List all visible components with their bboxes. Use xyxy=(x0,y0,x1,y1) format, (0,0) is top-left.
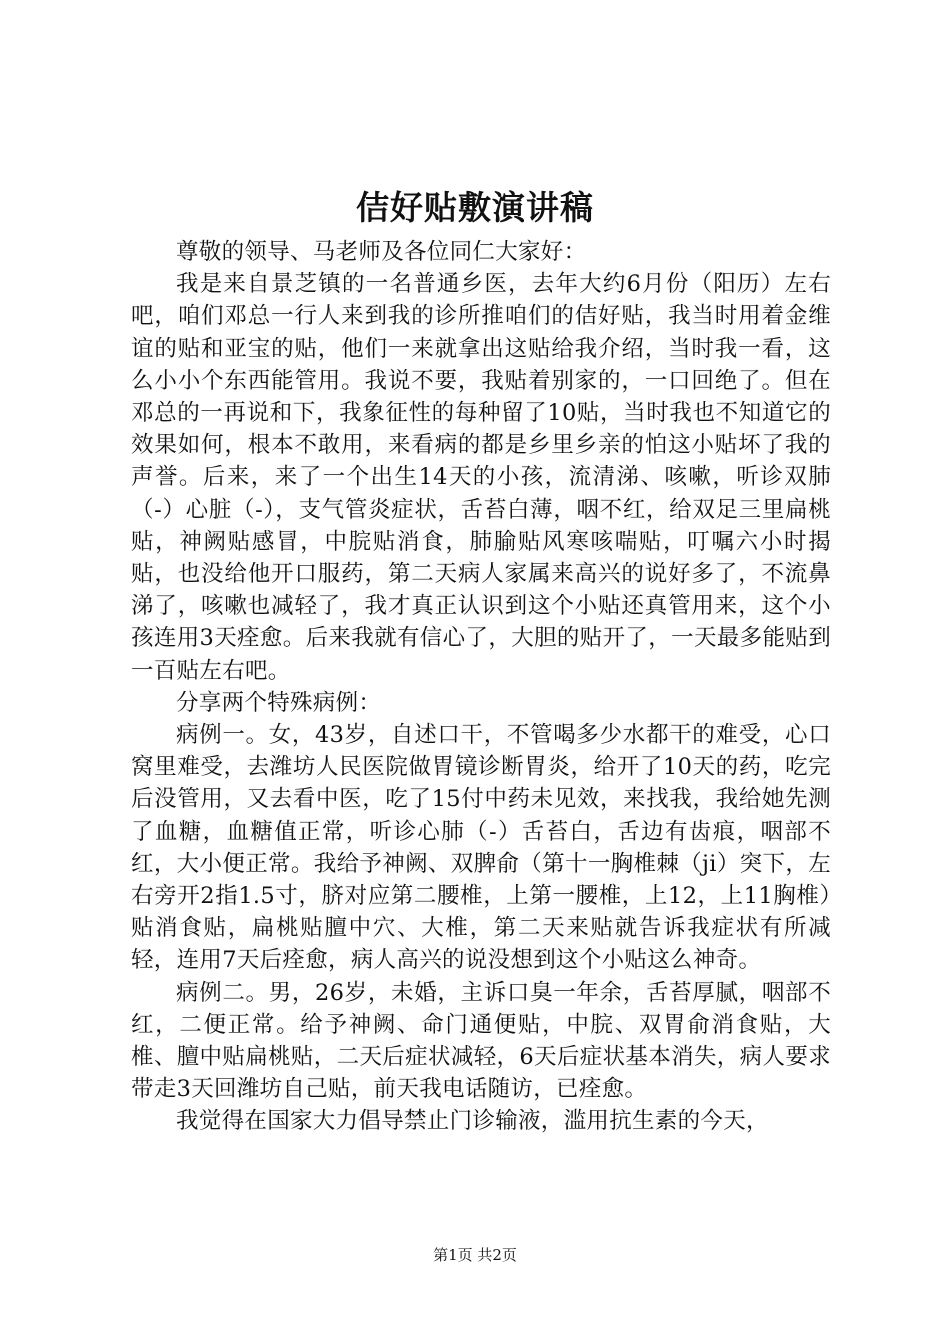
document-title: 佶好贴敷演讲稿 xyxy=(356,188,594,227)
paragraph-conclusion: 我觉得在国家大力倡导禁止门诊输液，滥用抗生素的今天， xyxy=(176,1108,769,1135)
paragraph-case-one: 病例一。女，43岁，自述口干，不管喝多少水都干的难受，心口窝里难受，去潍坊人民医院做胃镜诊断胃炎，给开了10天的药，吃完后没管用，又去看中医，吃了15付中药未见效，来找我，我给她先测了血糖，血糖值正常，听诊心肺（-）舌苔白，舌边有齿痕，咽部不红，大小便正常。我给予神阙、双脾俞（第十一胸椎棘（ji）突下，左右旁开2指1.5寸，脐对应第二腰椎，上第一腰椎，上12，上11胸椎）贴消食贴，扁桃贴膻中穴、大椎，第二天来贴就告诉我症状有所减轻，连用7天后痊愈，病人高兴的说没想到这个小贴这么神奇。 xyxy=(131,722,831,974)
page-footer: 第1页 共2页 xyxy=(433,1246,517,1264)
document-body xyxy=(131,236,831,1138)
paragraph-cases-heading: 分享两个特殊病例： xyxy=(176,689,382,716)
paragraph-case-two: 病例二。男，26岁，未婚，主诉口臭一年余，舌苔厚腻，咽部不红，二便正常。给予神阙、命门通便贴，中脘、双胃俞消食贴，大椎、膻中贴扁桃贴，二天后症状减轻，6天后症状基本消失，病人要求带走3天回潍坊自己贴，前天我电话随访，已痊愈。 xyxy=(131,979,831,1103)
paragraph-intro: 我是来自景芝镇的一名普通乡医，去年大约6月份（阳历）左右吧，咱们邓总一行人来到我的诊所推咱们的佶好贴，我当时用着金维谊的贴和亚宝的贴，他们一来就拿出这贴给我介绍，当时我一看，这么小小个东西能管用。我说不要，我贴着别家的，一口回绝了。但在邓总的一再说和下，我象征性的每种留了10贴，当时我也不知道它的效果如何，根本不敢用，来看病的都是乡里乡亲的怕这小贴坏了我的声誉。后来，来了一个出生14天的小孩，流清涕、咳嗽，听诊双肺（-）心脏（-），支气管炎症状，舌苔白薄，咽不红，给双足三里扁桃贴，神阙贴感冒，中脘贴消食，肺腧贴风寒咳喘贴，叮嘱六小时揭贴，也没给他开口服药，第二天病人家属来高兴的说好多了，不流鼻涕了，咳嗽也减轻了，我才真正认识到这个小贴还真管用来，这个小孩连用3天痊愈。后来我就有信心了，大胆的贴开了，一天最多能贴到一百贴左右吧。 xyxy=(131,271,831,684)
paragraph-greeting: 尊敬的领导、马老师及各位同仁大家好： xyxy=(176,239,587,265)
